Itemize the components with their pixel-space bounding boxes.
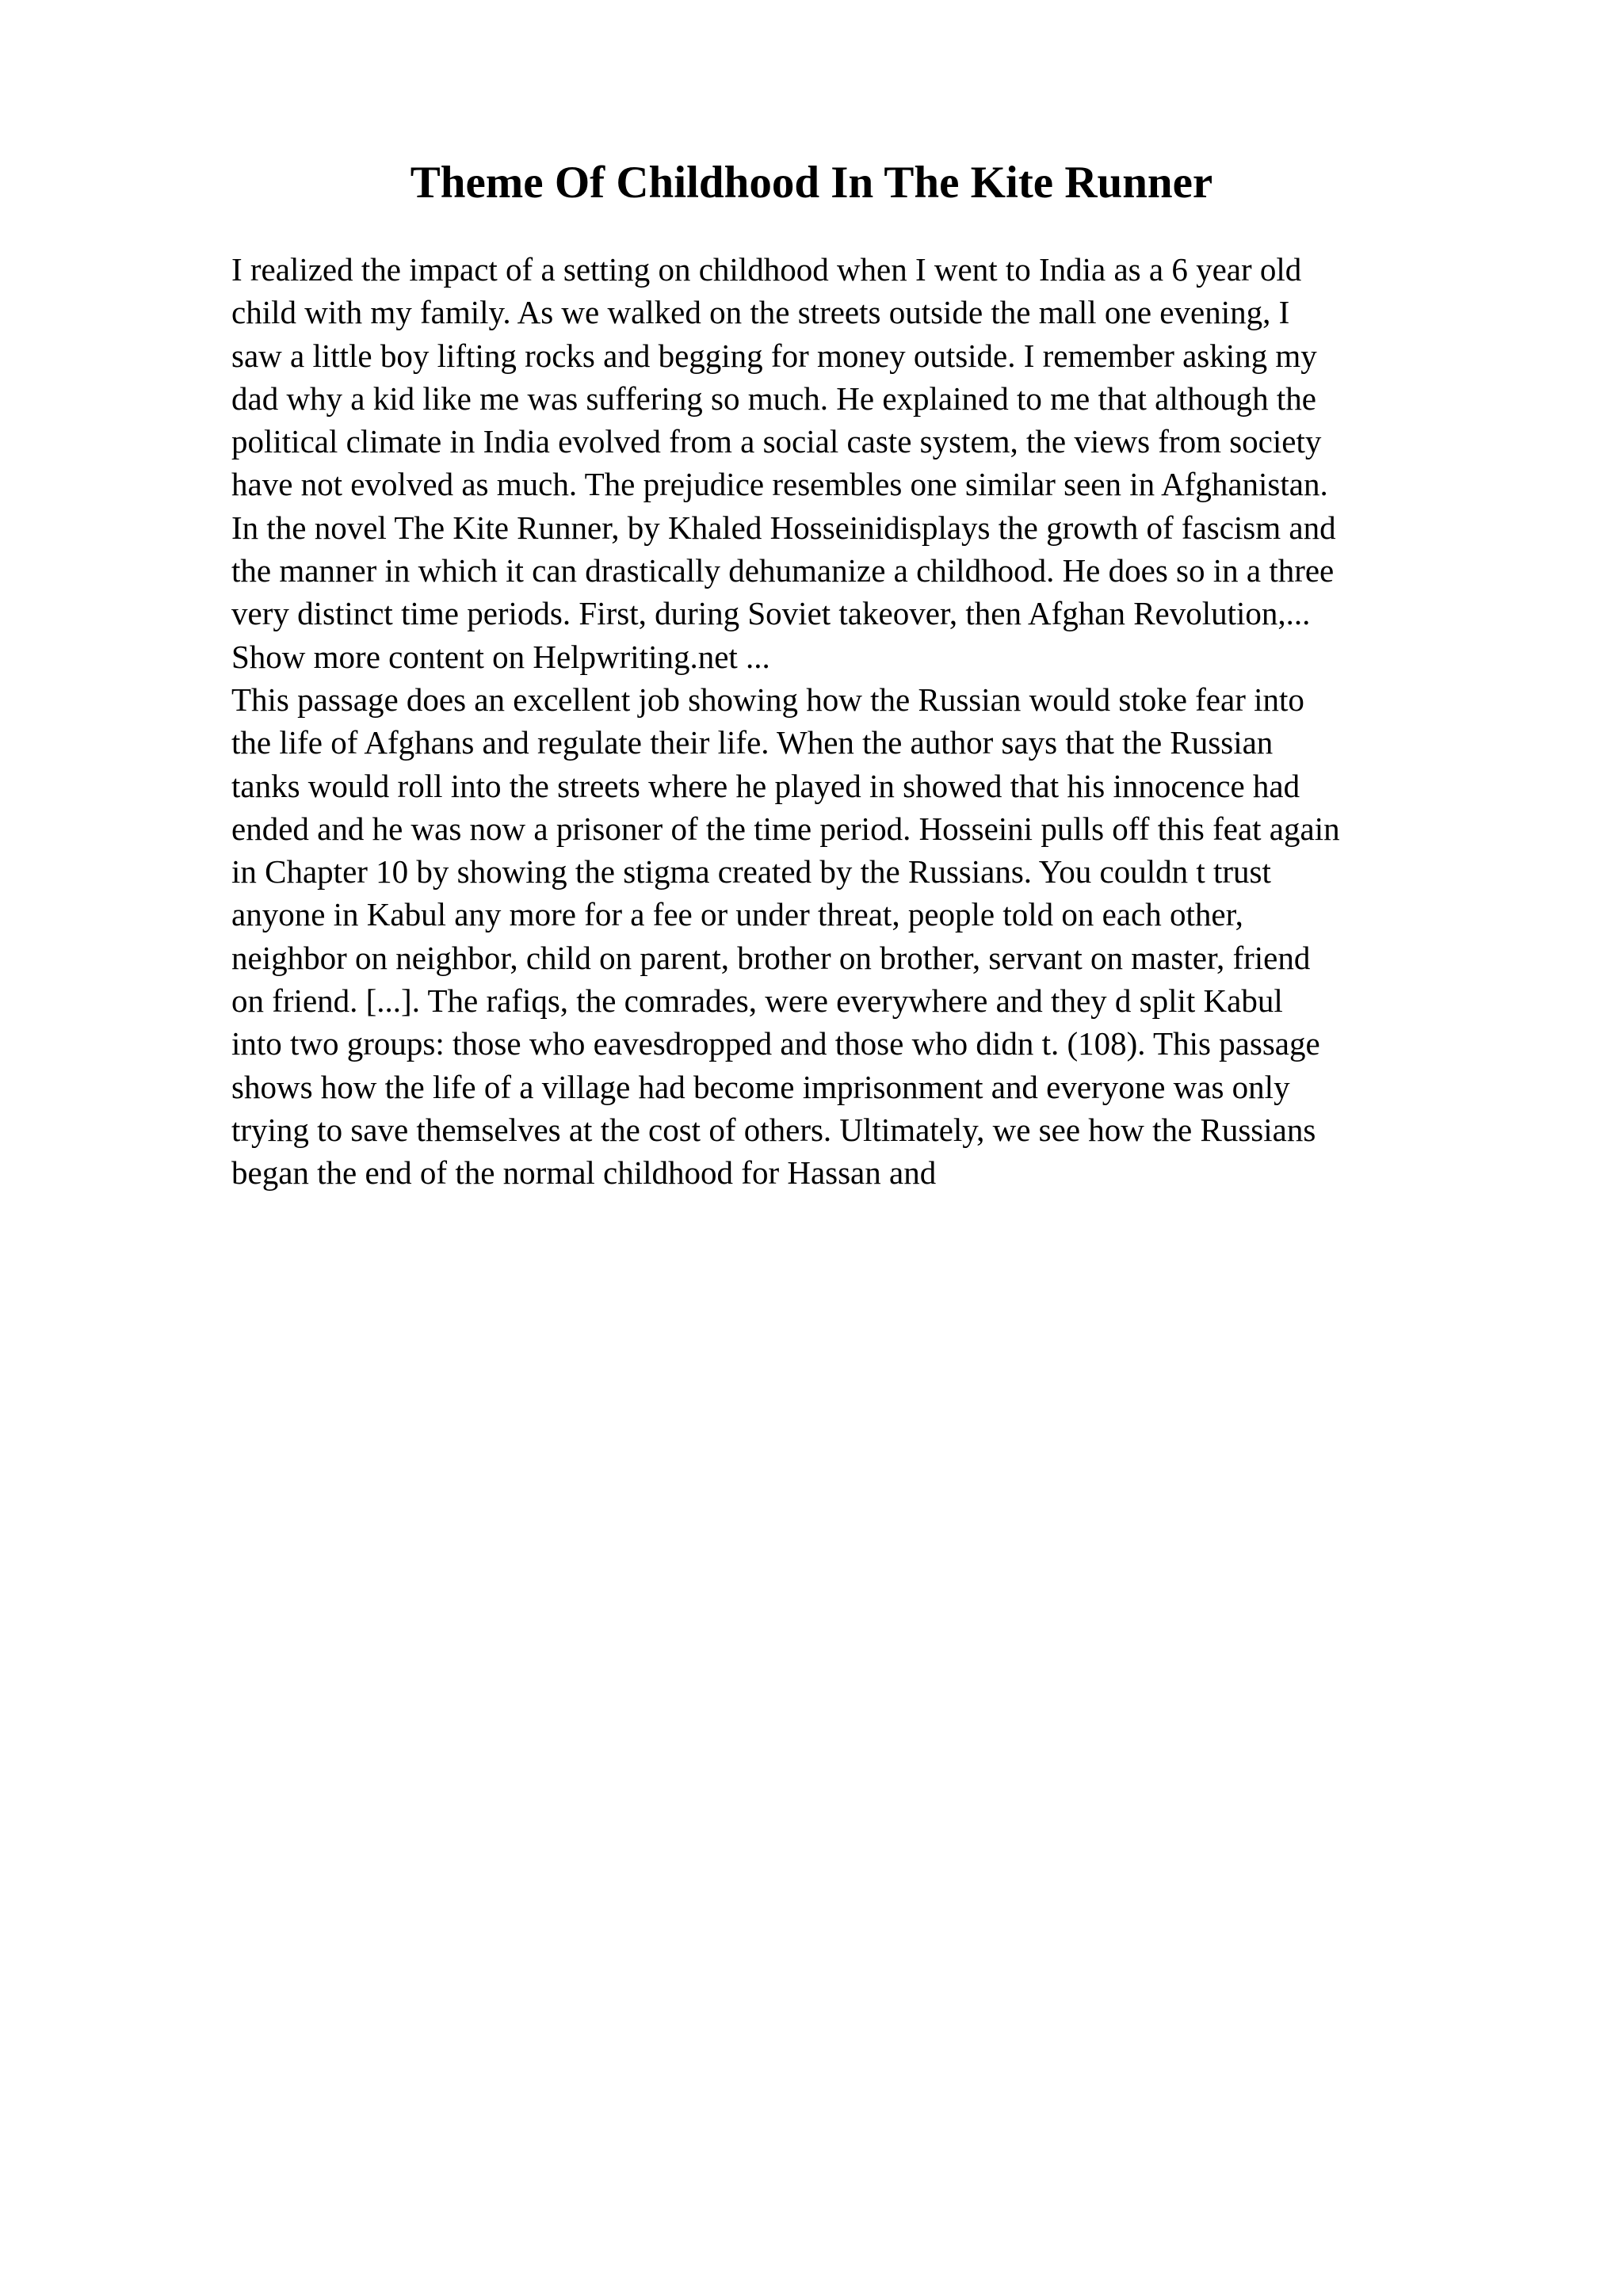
text-line: tanks would roll into the streets where he played in showed that his innocence had	[231, 767, 1300, 804]
text-line: This passage does an excellent job showing how the Russian would stoke fear into	[231, 681, 1304, 718]
text-line: shows how the life of a village had become imprisonment and everyone was only	[231, 1068, 1290, 1105]
text-line: I realized the impact of a setting on childhood when I went to India as a 6 year old	[231, 251, 1302, 288]
text-line: anyone in Kabul any more for a fee or under threat, people told on each other,	[231, 896, 1243, 933]
text-line: political climate in India evolved from a social caste system, the views from society	[231, 423, 1322, 460]
text-line: on friend. [...]. The rafiqs, the comrades, were everywhere and they d split Kabul	[231, 982, 1283, 1020]
text-line: In the novel The Kite Runner, by Khaled Hosseinidisplays the growth of fascism and	[231, 509, 1336, 546]
page-title: Theme Of Childhood In The Kite Runner	[410, 158, 1213, 208]
text-line: began the end of the normal childhood for Hassan and	[231, 1154, 937, 1192]
text-line: the life of Afghans and regulate their life. When the author says that the Russian	[231, 724, 1274, 761]
text-line: the manner in which it can drastically dehumanize a childhood. He does so in a three	[231, 552, 1335, 589]
text-line: child with my family. As we walked on the streets outside the mall one evening, I	[231, 294, 1290, 331]
text-line: have not evolved as much. The prejudice resembles one similar seen in Afghanistan.	[231, 466, 1328, 503]
text-line: dad why a kid like me was suffering so much. He explained to me that although the	[231, 379, 1316, 417]
text-line: ended and he was now a prisoner of the time period. Hosseini pulls off this feat again	[231, 810, 1340, 847]
text-line: saw a little boy lifting rocks and begging for money outside. I remember asking my	[231, 337, 1317, 374]
text-line: neighbor on neighbor, child on parent, brother on brother, servant on master, friend	[231, 939, 1311, 976]
show-more-link[interactable]: Show more content on Helpwriting.net ...	[231, 638, 770, 675]
text-line: trying to save themselves at the cost of others. Ultimately, we see how the Russians	[231, 1111, 1316, 1148]
text-line: very distinct time periods. First, during Soviet takeover, then Afghan Revolution,...	[231, 595, 1311, 632]
essay-body	[231, 248, 1531, 1195]
text-line: in Chapter 10 by showing the stigma created by the Russians. You couldn t trust	[231, 853, 1271, 891]
text-line: into two groups: those who eavesdropped and those who didn t. (108). This passage	[231, 1025, 1320, 1062]
